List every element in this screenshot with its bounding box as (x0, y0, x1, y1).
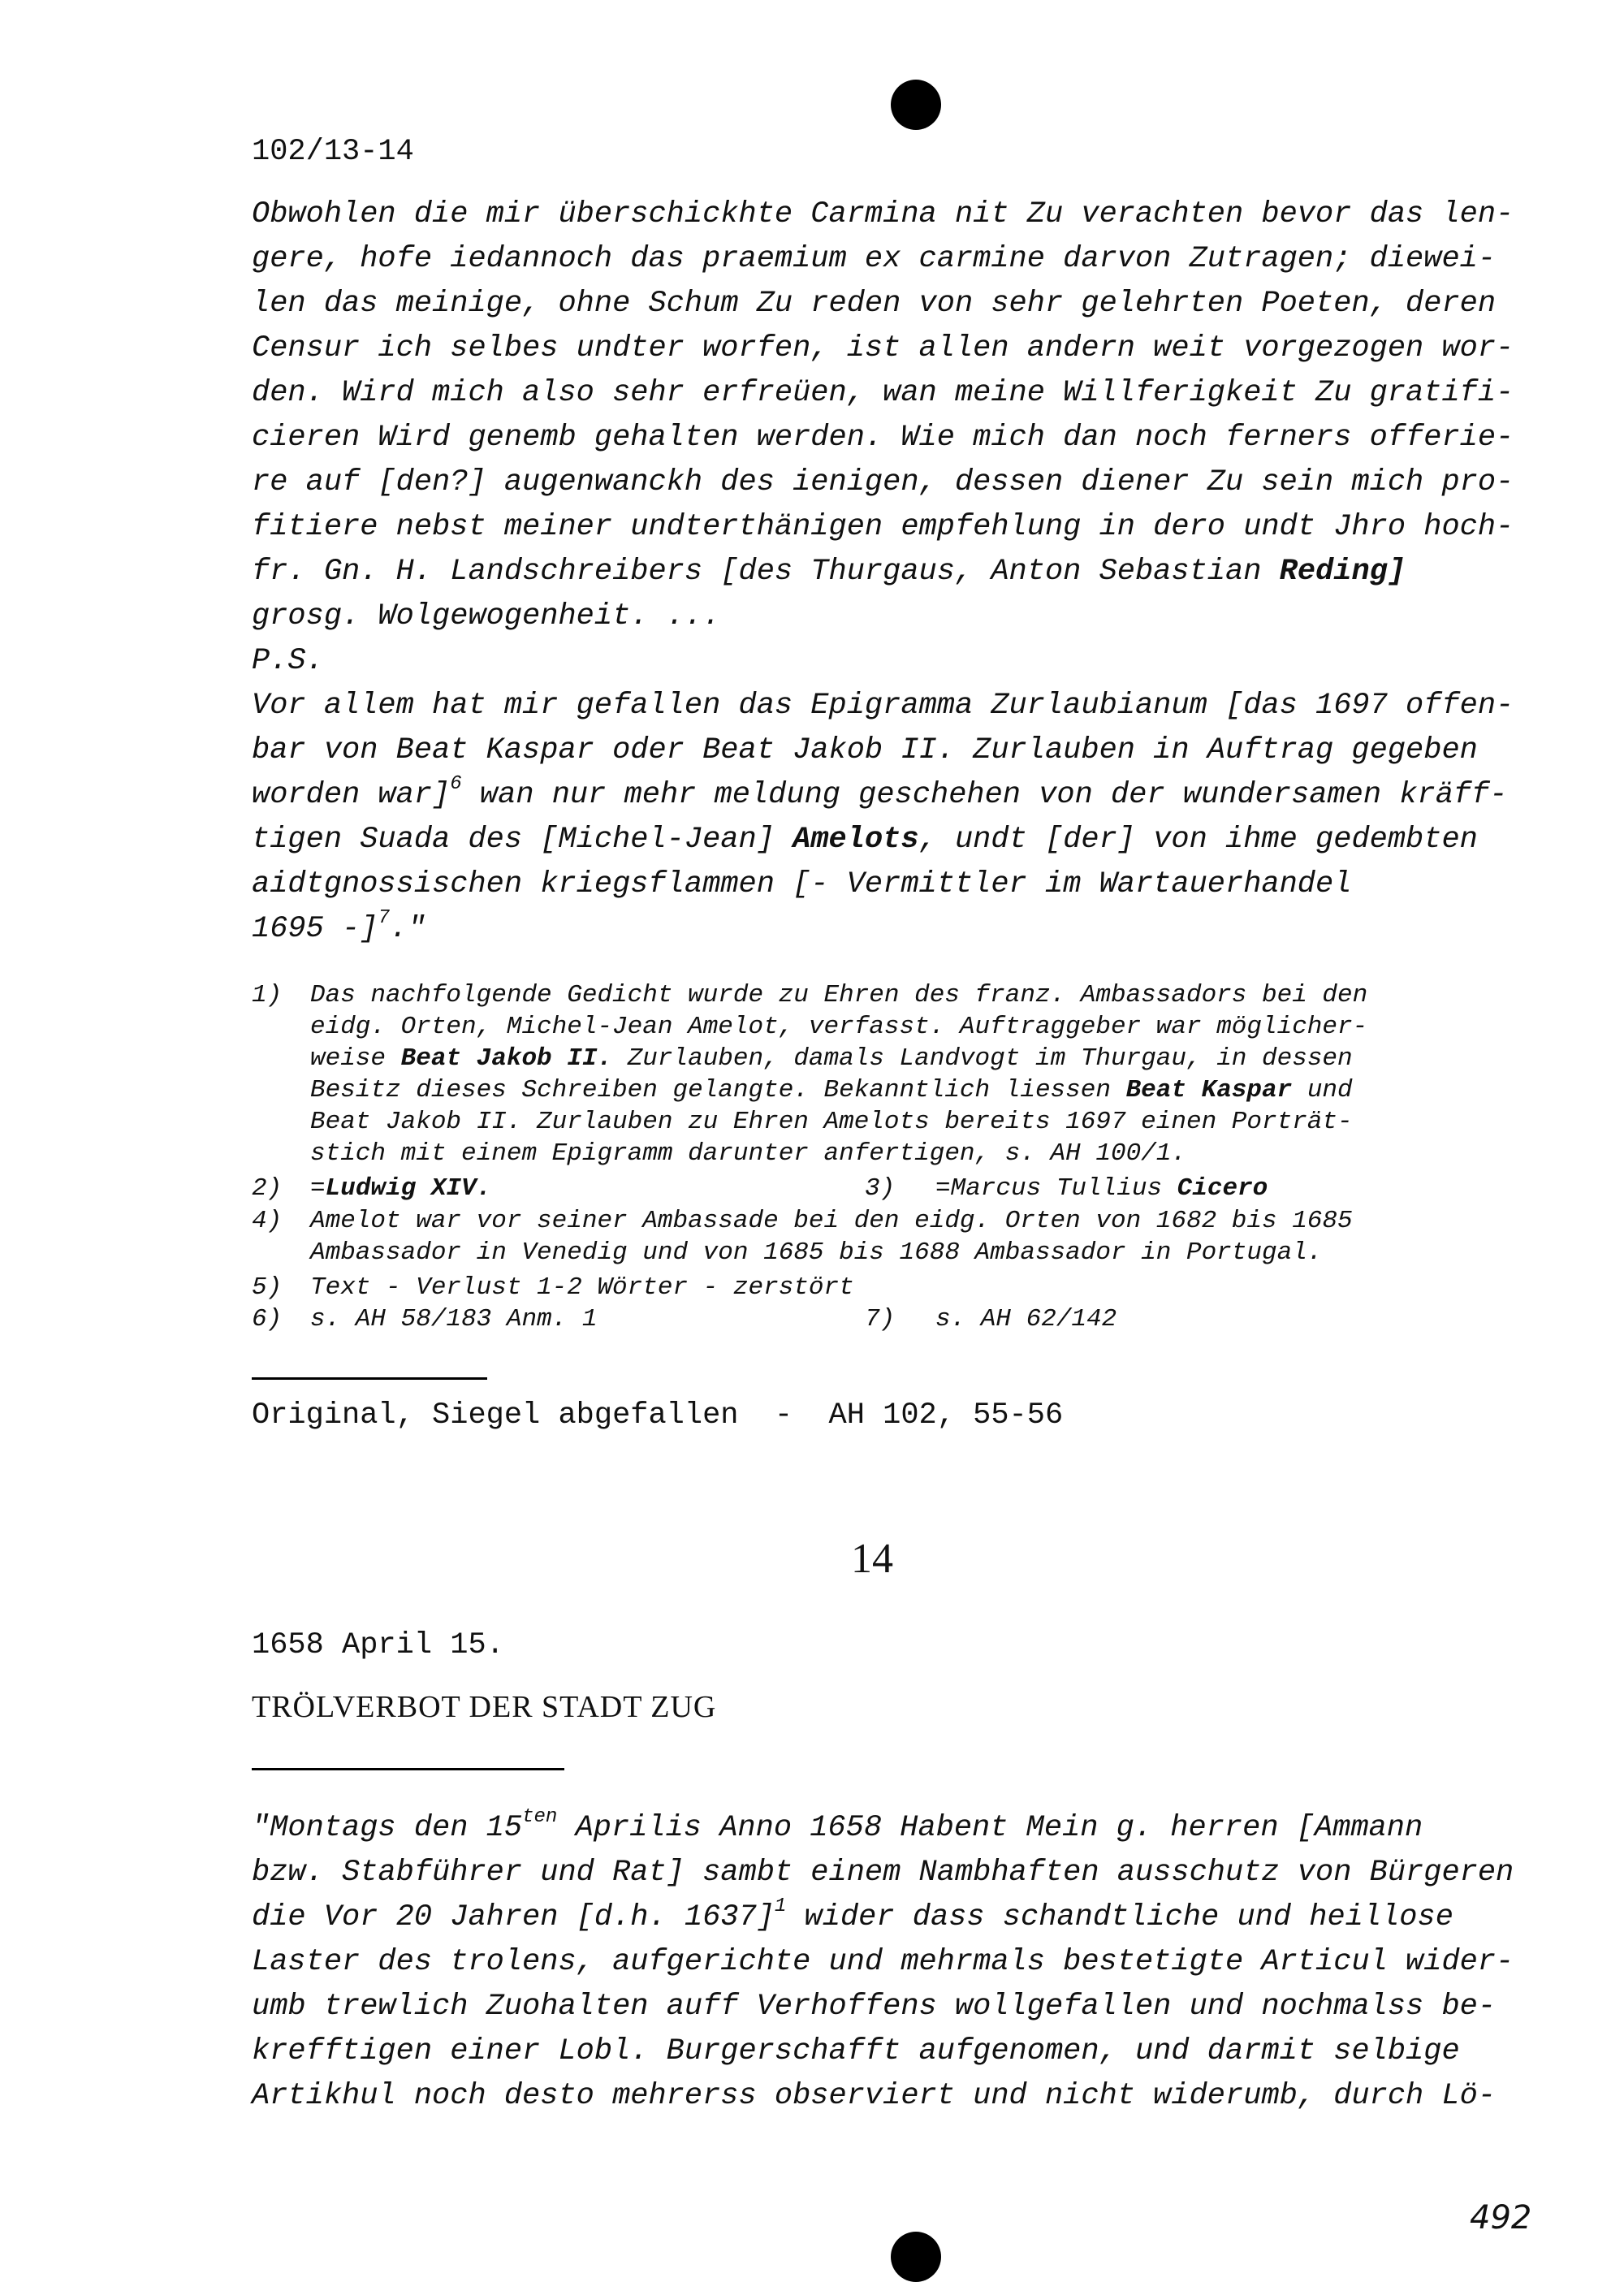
name-reding: Reding] (1279, 555, 1406, 589)
doc14-line: Laster des trolens, aufgerichte und mehrmals bestetigte Articul wider- (252, 1945, 1514, 1979)
doc14-line-text: wider dass schandtliche und heillose (804, 1900, 1453, 1934)
doc14-line: umb trewlich Zuohalten auff Verhoffens wollgefallen und nochmalss be- (252, 1990, 1497, 2024)
letter-line: Vor allem hat mir gefallen das Epigramma Zurlaubianum [das 1697 offen- (252, 689, 1514, 723)
superscript-ten: ten (522, 1806, 558, 1829)
footnote-label: 1) (252, 981, 283, 1009)
letter-line: gere, hofe iedannoch das praemium ex carmine darvon Zutragen; diewei- (252, 242, 1497, 276)
letter-line-text: fr. Gn. H. Landschreibers [des Thurgaus, Anton Sebastian (252, 555, 1262, 589)
footnote-text: = (310, 1174, 326, 1203)
footnote-label: 3) (865, 1174, 896, 1203)
footnote-line: Amelot war vor seiner Ambassade bei den eidg. Orten von 1682 bis 1685 (310, 1207, 1353, 1235)
doc14-line: krefftigen einer Lobl. Burgerschafft aufgenomen, und darmit selbige (252, 2034, 1460, 2068)
footnote-line: Das nachfolgende Gedicht wurde zu Ehren des franz. Ambassadors bei den (310, 981, 1368, 1009)
doc14-line-text: die Vor 20 Jahren [d.h. 1637] (252, 1900, 775, 1934)
doc14-line-text: "Montags den 15 (252, 1811, 523, 1845)
footnote-text: Besitz dieses Schreiben gelangte. Bekanntlich liessen (310, 1076, 1111, 1104)
letter-line: den. Wird mich also sehr erfreüen, wan meine Willferigkeit Zu gratifi- (252, 376, 1514, 410)
letter-line-text: ." (389, 912, 426, 946)
footnote-line (310, 1044, 1353, 1073)
name-ludwig: Ludwig XIV. (325, 1174, 492, 1203)
footnote-line (935, 1174, 1268, 1203)
title-rule (252, 1768, 564, 1770)
doc14-line: Artikhul noch desto mehrerss observiert und nicht widerumb, durch Lö- (252, 2079, 1497, 2113)
source-line: Original, Siegel abgefallen - AH 102, 55-56 (252, 1398, 1064, 1433)
doc14-line-text: Aprilis Anno 1658 Habent Mein g. herren [Ammann (575, 1811, 1423, 1845)
footnote-text: und (1307, 1076, 1353, 1104)
letter-line: Obwohlen die mir überschickhte Carmina nit Zu verachten bevor das len- (252, 197, 1514, 231)
doc14-line (252, 1895, 1453, 1934)
footnote-ref-7: 7 (378, 907, 390, 930)
letter-line: grosg. Wolgewogenheit. ... (252, 599, 721, 633)
letter-line (252, 555, 1406, 589)
letter-line-text: 1695 -] (252, 912, 378, 946)
document-title: TRÖLVERBOT DER STADT ZUG (252, 1690, 717, 1724)
letter-line (252, 773, 1508, 812)
letter-line-text: , undt [der] von ihme gedembten (918, 823, 1478, 857)
footnote-line: s. AH 58/183 Anm. 1 (310, 1305, 598, 1333)
footnote-line (310, 1076, 1353, 1104)
footnote-text: weise (310, 1044, 387, 1073)
letter-line: aidtgnossischen kriegsflammen [- Vermittler im Wartauerhandel (252, 867, 1352, 901)
document-date: 1658 April 15. (252, 1628, 504, 1662)
letter-line: bar von Beat Kaspar oder Beat Jakob II. Zurlauben in Auftrag gegeben (252, 733, 1478, 767)
footnote-ref-1: 1 (774, 1895, 787, 1918)
footnote-line: Ambassador in Venedig und von 1685 bis 1688 Ambassador in Portugal. (310, 1238, 1323, 1267)
footnote-line (310, 1174, 491, 1203)
doc14-line (252, 1806, 1423, 1845)
punch-hole-top (891, 80, 941, 130)
document-number: 14 (851, 1536, 893, 1582)
doc14-line: bzw. Stabführer und Rat] sambt einem Nambhaften ausschutz von Bürgeren (252, 1856, 1514, 1890)
footnote-line: eidg. Orten, Michel-Jean Amelot, verfasst. Auftraggeber war möglicher- (310, 1013, 1368, 1041)
postscript-label: P.S. (252, 644, 324, 678)
footnote-line: stich mit einem Epigramm darunter anfertigen, s. AH 100/1. (310, 1139, 1186, 1168)
footnote-text: Zurlauben, damals Landvogt im Thurgau, in dessen (627, 1044, 1353, 1073)
separator-rule (252, 1377, 487, 1380)
footnote-text: =Marcus Tullius (935, 1174, 1163, 1203)
name-beat-kaspar: Beat Kaspar (1125, 1076, 1293, 1104)
name-amelots: Amelots (793, 823, 919, 857)
name-beat-jakob: Beat Jakob II. (400, 1044, 613, 1073)
footnote-label: 6) (252, 1305, 283, 1333)
punch-hole-bottom (891, 2232, 941, 2282)
letter-line: len das meinige, ohne Schum Zu reden von sehr gelehrten Poeten, deren (252, 287, 1497, 321)
footnote-label: 7) (865, 1305, 896, 1333)
letter-line-text: worden war] (252, 778, 451, 812)
footnote-label: 4) (252, 1207, 283, 1235)
footnote-line: s. AH 62/142 (935, 1305, 1117, 1333)
letter-line: Censur ich selbes undter worfen, ist allen andern weit vorgezogen wor- (252, 331, 1514, 365)
name-cicero: Cicero (1177, 1174, 1268, 1203)
letter-line-text: tigen Suada des [Michel-Jean] (252, 823, 775, 857)
letter-line: cieren Wird genemb gehalten werden. Wie mich dan noch ferners offerie- (252, 421, 1514, 455)
letter-line: re auf [den?] augenwanckh des ienigen, dessen diener Zu sein mich pro- (252, 465, 1514, 499)
document-reference: 102/13-14 (252, 135, 414, 169)
footnote-line: Text - Verlust 1-2 Wörter - zerstört (310, 1273, 854, 1302)
letter-line: fitiere nebst meiner undterthänigen empfehlung in dero undt Jhro hoch- (252, 510, 1514, 544)
footnote-ref-6: 6 (450, 773, 462, 796)
footnote-line: Beat Jakob II. Zurlauben zu Ehren Amelots bereits 1697 einen Porträt- (310, 1108, 1353, 1136)
letter-line (252, 907, 426, 946)
footnote-label: 2) (252, 1174, 283, 1203)
letter-line (252, 823, 1478, 857)
footnote-label: 5) (252, 1273, 283, 1302)
page-number: 492 (1470, 2199, 1532, 2237)
letter-line-text: wan nur mehr meldung geschehen von der wundersamen kräff- (479, 778, 1508, 812)
